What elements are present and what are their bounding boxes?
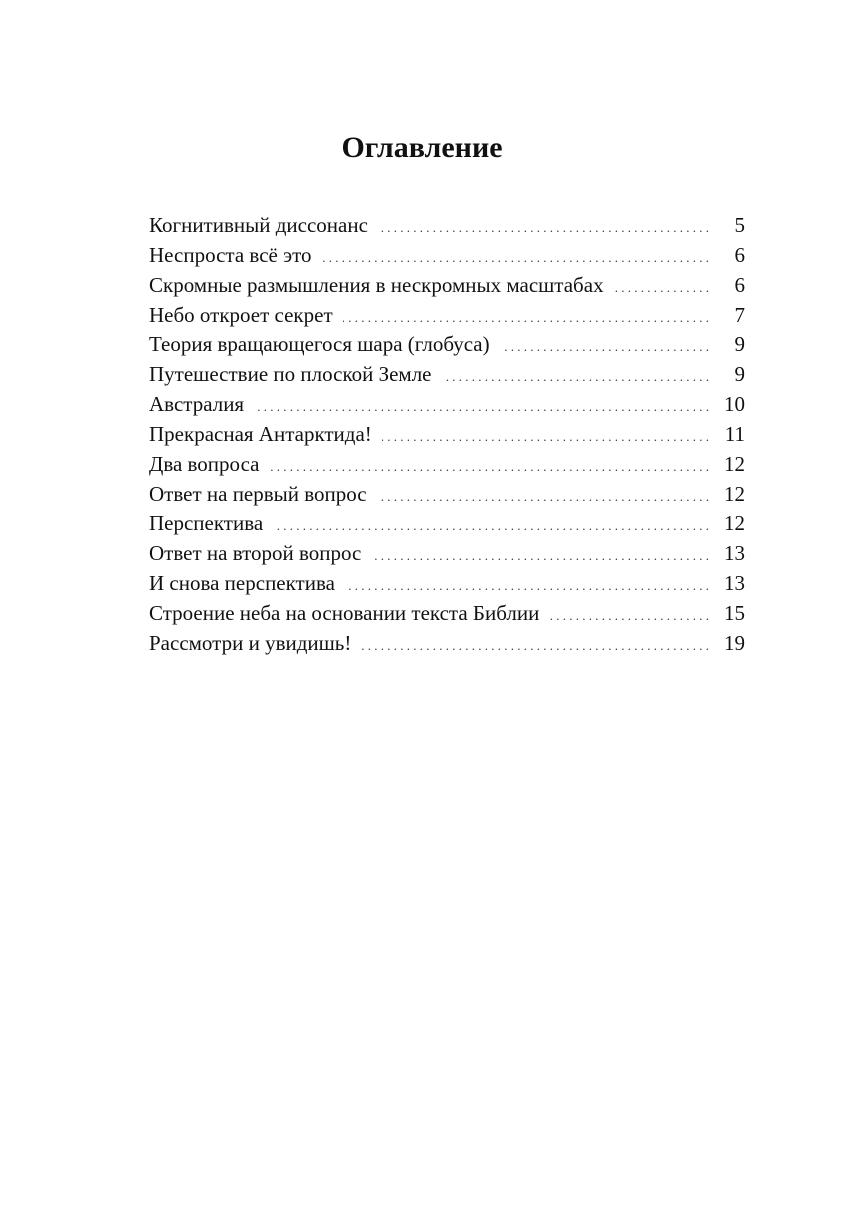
toc-entry-page: 6 <box>734 242 745 267</box>
toc-entry-title: Скромные размышления в нескромных масштабах <box>149 272 604 297</box>
toc-entry-page: 10 <box>724 392 745 417</box>
toc-entry[interactable] <box>149 509 745 539</box>
toc-entry-title: Прекрасная Антарктида! <box>149 421 372 446</box>
toc-entry-title: И снова перспектива <box>149 571 335 596</box>
toc-leader-dots <box>343 303 709 333</box>
toc-leader-dots <box>322 243 709 273</box>
toc-leader-dots <box>382 422 709 452</box>
toc-entry-page: 12 <box>724 451 745 476</box>
toc-entry-page: 11 <box>724 421 745 446</box>
toc-entry-title: Два вопроса <box>149 451 260 476</box>
toc-leader-dots <box>442 362 709 392</box>
toc-leader-dots <box>361 631 709 661</box>
toc-entry-page: 7 <box>734 302 745 327</box>
toc-entry[interactable] <box>149 420 745 450</box>
toc-entry-title: Теория вращающегося шара (глобуса) <box>149 332 490 357</box>
toc-entry-title: Небо откроет секрет <box>149 302 333 327</box>
toc-entry-page: 12 <box>724 511 745 536</box>
toc-entry-page: 13 <box>724 571 745 596</box>
toc-entry-page: 9 <box>734 332 745 357</box>
toc-entry-title: Перспектива <box>149 511 264 536</box>
toc-entry-page: 19 <box>724 630 745 655</box>
toc-leader-dots <box>377 482 709 512</box>
toc-entry-page: 6 <box>734 272 745 297</box>
toc-entry[interactable] <box>149 390 745 420</box>
toc-entry-title: Путешествие по плоской Земле <box>149 362 432 387</box>
toc-entry[interactable] <box>149 241 745 271</box>
toc-leader-dots <box>254 392 709 422</box>
toc-entry[interactable] <box>149 539 745 569</box>
toc-entry-title: Строение неба на основании текста Библии <box>149 600 540 625</box>
toc-entry[interactable] <box>149 330 745 360</box>
toc-entry-page: 13 <box>724 541 745 566</box>
toc-leader-dots <box>345 571 709 601</box>
toc-entry[interactable] <box>149 599 745 629</box>
toc-entry-page: 12 <box>724 481 745 506</box>
toc-leader-dots <box>614 273 709 303</box>
page-title: Оглавление <box>341 131 503 165</box>
toc-leader-dots <box>500 332 709 362</box>
toc-entry[interactable] <box>149 450 745 480</box>
toc-leader-dots <box>273 511 709 541</box>
toc-entry-title: Австралия <box>149 392 245 417</box>
toc-entry-title: Ответ на первый вопрос <box>149 481 367 506</box>
toc-entry[interactable] <box>149 360 745 390</box>
toc-entry[interactable] <box>149 480 745 510</box>
table-of-contents <box>149 211 745 659</box>
toc-leader-dots <box>371 541 709 571</box>
toc-entry[interactable] <box>149 569 745 599</box>
toc-entry[interactable] <box>149 301 745 331</box>
toc-entry[interactable] <box>149 211 745 241</box>
toc-entry[interactable] <box>149 629 745 659</box>
toc-entry-title: Рассмотри и увидишь! <box>149 630 352 655</box>
toc-entry-page: 15 <box>724 600 745 625</box>
toc-leader-dots <box>269 452 709 482</box>
toc-entry-page: 9 <box>734 362 745 387</box>
toc-entry-title: Когнитивный диссонанс <box>149 213 368 237</box>
toc-entry-page: 5 <box>734 213 745 237</box>
toc-leader-dots <box>549 601 709 631</box>
toc-entry-title: Ответ на второй вопрос <box>149 541 362 566</box>
toc-leader-dots <box>378 213 709 243</box>
toc-entry[interactable] <box>149 271 745 301</box>
toc-entry-title: Неспроста всё это <box>149 242 312 267</box>
